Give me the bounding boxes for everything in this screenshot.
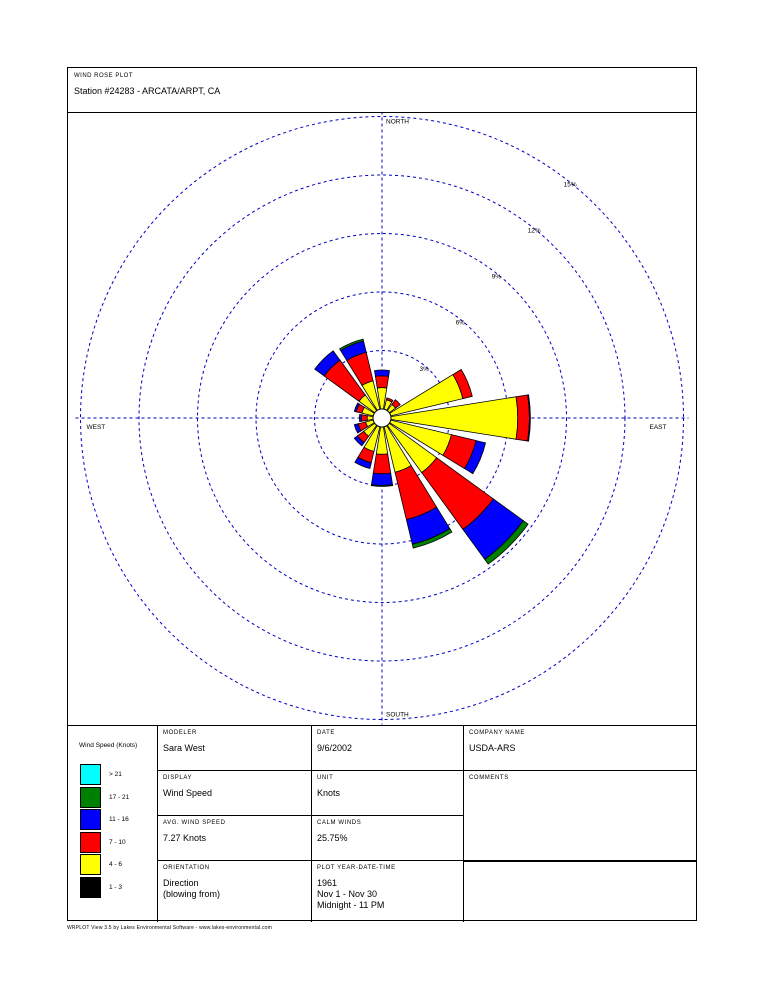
company-label: COMPANY NAME <box>469 730 525 736</box>
wind-rose-report <box>67 67 697 921</box>
company-cell <box>464 726 696 771</box>
display-value: Wind Speed <box>163 788 213 798</box>
plot-time-cell <box>312 861 464 922</box>
modeler-label: MODELER <box>163 730 197 736</box>
orientation-cell <box>158 861 312 922</box>
ring-label: 9% <box>491 273 501 281</box>
unit-cell <box>312 771 464 816</box>
legend-swatch <box>80 877 101 898</box>
calm-winds-label: CALM WINDS <box>317 820 362 826</box>
software-credit: WRPLOT View 3.5 by Lakes Environmental Software - www.lakes-environmental.com <box>67 925 273 931</box>
legend-label: 4 - 6 <box>109 861 123 868</box>
unit-value: Knots <box>317 788 341 798</box>
plot-time-label: PLOT YEAR-DATE-TIME <box>317 865 396 871</box>
legend-swatch <box>80 787 101 808</box>
orientation-label: ORIENTATION <box>163 865 210 871</box>
date-label: DATE <box>317 730 335 736</box>
plot-type-label: WIND ROSE PLOT <box>74 73 134 79</box>
wind-rose-chart <box>68 113 696 725</box>
avg-speed-label: AVG. WIND SPEED <box>163 820 226 826</box>
avg-speed-cell <box>158 816 312 861</box>
legend-label: 7 - 10 <box>109 838 126 846</box>
unit-label: UNIT <box>317 775 334 781</box>
avg-speed-value: 7.27 Knots <box>163 833 207 843</box>
legend-swatch <box>80 854 101 875</box>
date-value: 9/6/2002 <box>317 743 353 753</box>
petal-180-2 <box>373 454 390 474</box>
petal-0-2 <box>375 376 388 388</box>
petal-0-3 <box>374 370 389 376</box>
speed-legend <box>68 726 158 922</box>
petal-270-3 <box>359 414 361 421</box>
ring-label: 12% <box>527 227 541 235</box>
calm-winds-value: 25.75% <box>317 833 348 843</box>
petal-270-2 <box>361 415 367 421</box>
company-value: USDA-ARS <box>469 743 516 753</box>
ring-label: 15% <box>563 181 577 189</box>
display-label: DISPLAY <box>163 775 193 781</box>
report-header <box>68 68 696 113</box>
compass-label-west: WEST <box>86 424 106 431</box>
calm-winds-cell <box>312 816 464 861</box>
calm-circle <box>373 409 391 427</box>
legend-title: Wind Speed (Knots) <box>79 742 138 749</box>
plot-time-value: 1961 Nov 1 - Nov 30 Midnight - 11 PM <box>317 878 385 910</box>
legend-swatch <box>80 832 101 853</box>
compass-label-north: NORTH <box>386 118 409 126</box>
blank-cell <box>464 861 696 922</box>
petal-180-3 <box>371 473 392 485</box>
station-title: Station #24283 - ARCATA/ARPT, CA <box>74 86 221 96</box>
info-panel <box>68 725 696 921</box>
legend-swatch <box>80 809 101 830</box>
legend-label: 1 - 3 <box>109 883 123 891</box>
comments-cell <box>464 771 696 861</box>
legend-label: 17 - 21 <box>109 793 130 801</box>
modeler-cell <box>158 726 312 771</box>
legend-label: > 21 <box>109 771 122 778</box>
ring-label: 6% <box>455 319 465 327</box>
petal-270-1 <box>367 416 373 421</box>
petal-90-2 <box>516 395 529 441</box>
compass-label-east: EAST <box>649 424 667 431</box>
display-cell <box>158 771 312 816</box>
compass-label-south: SOUTH <box>386 711 409 719</box>
comments-label: COMMENTS <box>469 775 509 781</box>
date-cell <box>312 726 464 771</box>
legend-label: 11 - 16 <box>109 816 129 823</box>
ring-label: 3% <box>419 365 429 373</box>
legend-swatch <box>80 764 101 785</box>
plot-area <box>68 113 696 725</box>
orientation-value: Direction (blowing from) <box>163 878 221 899</box>
modeler-value: Sara West <box>163 743 205 753</box>
